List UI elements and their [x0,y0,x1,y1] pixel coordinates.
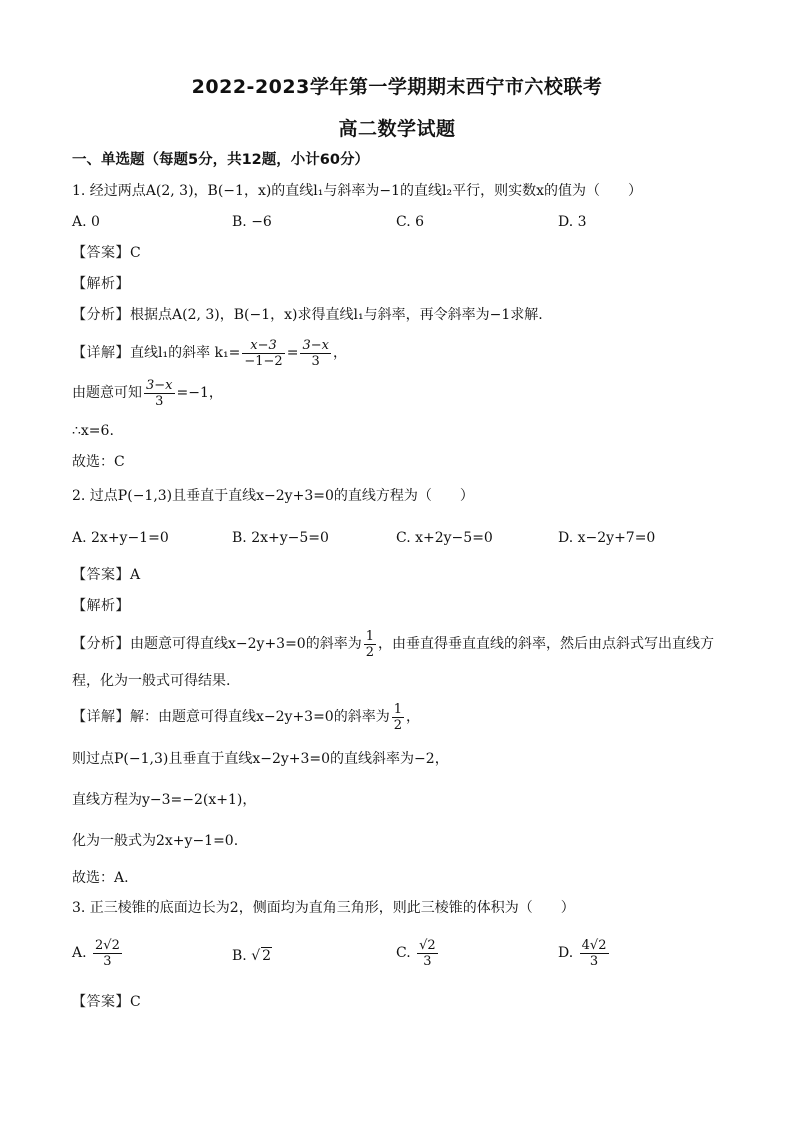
q1-line2-fraction-num: 3−x [146,377,173,393]
q2-analysis-cont: 程，化为一般式可得结果. [72,673,231,689]
q1-option-a: A. 0 [72,214,100,230]
q1-line2-prefix: 由题意可知 [72,385,142,401]
q3-option-d-fraction [580,938,609,969]
answer-tag: 【答案】 [72,994,130,1010]
q2-half-num: 1 [365,628,374,644]
q3-stem: 3. 正三棱锥的底面边长为2，侧面均为直角三角形，则此三棱锥的体积为（ ） [72,900,575,916]
exam-subtitle: 高二数学试题 [338,118,456,140]
q3-option-c-radicand: 2 [427,937,436,953]
q1-option-b: B. −6 [232,214,272,230]
q1-choice: 故选：C [72,454,125,470]
q3-option-c [396,936,440,970]
q1-stem: 1. 经过两点A(2, 3)，B(−1，x)的直线l₁与斜率为−1的直线l₂平行，则实数x的值为（ ） [72,183,643,199]
q3-option-a [72,936,124,970]
q1-fraction-1 [242,338,284,369]
q2-answer-value: A [130,567,141,583]
q3-option-b-label: B. [232,948,247,964]
answer-tag: 【答案】 [72,567,130,583]
q2-option-b: B. 2x+y−5=0 [232,530,329,546]
q1-fraction-1-num: x−3 [242,338,284,354]
q1-line2-fraction [144,378,175,409]
analysis-tag: 【分析】 [72,307,130,323]
analysis-tag: 【分析】 [72,636,130,652]
q1-detail-prefix: 直线l₁的斜率 k₁= [130,345,241,361]
q1-detail [72,336,734,370]
q3-option-b-sqrt: √ 2 [251,948,272,964]
q3-option-d-radicand: 2 [598,937,607,953]
q2-option-c: C. x+2y−5=0 [396,530,493,546]
q3-option-d-den: 3 [589,953,599,969]
q3-option-d-coef: 4 [581,937,590,953]
q2-stem: 2. 过点P(−1,3)且垂直于直线x−2y+3=0的直线方程为（ ） [72,488,474,504]
analysis-header-tag: 【解析】 [72,598,130,614]
q2-detail-suffix: ， [406,709,420,725]
q3-option-c-num: √2 [419,937,436,953]
q1-fraction-2-num: 3−x [302,337,329,353]
q1-option-d: D. 3 [558,214,587,230]
q3-option-c-label: C. [396,945,411,961]
q2-detail-half-num: 1 [393,701,402,717]
q3-option-c-den: 3 [423,953,432,969]
q2-choice: 故选：A. [72,870,129,886]
q3-option-d-label: D. [558,945,574,961]
q1-line2-fraction-den: 3 [155,393,164,409]
detail-tag: 【详解】 [72,345,130,361]
q2-detail-half-den: 2 [393,717,402,733]
q1-detail-line2 [72,376,734,410]
q3-option-a-radicand: 2 [111,937,120,953]
answer-tag: 【答案】 [72,245,130,261]
section-heading: 一、单选题（每题5分，共12题，小计60分） [72,152,369,168]
q1-option-c: C. 6 [396,214,425,230]
q3-option-a-num: 2√2 [95,937,120,953]
q2-analysis-header [72,596,734,616]
q2-half-fraction [364,629,376,660]
q3-option-a-den: 3 [103,953,112,969]
q2-answer [72,565,734,585]
q1-analysis [72,305,734,325]
q2-detail-half [392,702,404,733]
q2-analysis [72,627,734,661]
q1-fraction-2-den: 3 [311,353,320,369]
detail-tag: 【详解】 [72,709,130,725]
q2-detail [72,700,734,734]
q2-detail-line2: 则过点P(−1,3)且垂直于直线x−2y+3=0的直线斜率为−2， [72,751,449,767]
q2-detail-line3: 直线方程为y−3=−2(x+1)， [72,792,257,808]
q1-answer-value: C [130,245,141,261]
analysis-header-tag: 【解析】 [72,276,130,292]
q2-analysis-prefix: 由题意可得直线x−2y+3=0的斜率为 [130,636,362,652]
q3-option-c-fraction [417,938,438,969]
q1-answer [72,243,734,263]
q3-answer [72,992,734,1012]
q1-detail-suffix: ， [332,345,347,361]
q1-line2-suffix: =−1， [176,385,223,401]
q1-detail-line3: ∴x=6. [72,423,114,439]
q2-analysis-suffix: ，由垂直得垂直直线的斜率，然后由点斜式写出直线方 [378,636,714,652]
q3-option-b-radicand: 2 [262,948,272,964]
q3-option-d [558,936,611,970]
q3-option-d-num: 4√2 [581,937,607,953]
q3-option-a-label: A. [72,945,87,961]
q3-option-b [232,946,272,966]
q3-option-a-coef: 2 [95,937,104,953]
q2-option-d: D. x−2y+7=0 [558,530,656,546]
q3-answer-value: C [130,994,141,1010]
q1-fraction-2 [300,338,331,369]
q2-option-a: A. 2x+y−1=0 [72,530,169,546]
q2-half-den: 2 [365,644,374,660]
q2-detail-line4: 化为一般式为2x+y−1=0. [72,833,239,849]
q3-option-a-fraction [93,938,122,969]
q1-analysis-text: 根据点A(2, 3)，B(−1，x)求得直线l₁与斜率，再令斜率为−1求解. [130,307,543,323]
q2-detail-prefix: 解：由题意可得直线x−2y+3=0的斜率为 [130,709,390,725]
q1-fraction-1-den: −1−2 [244,353,283,369]
q1-detail-eq: = [286,345,299,361]
q1-analysis-header [72,274,734,294]
exam-title: 2022-2023学年第一学期期末西宁市六校联考 [191,76,603,98]
